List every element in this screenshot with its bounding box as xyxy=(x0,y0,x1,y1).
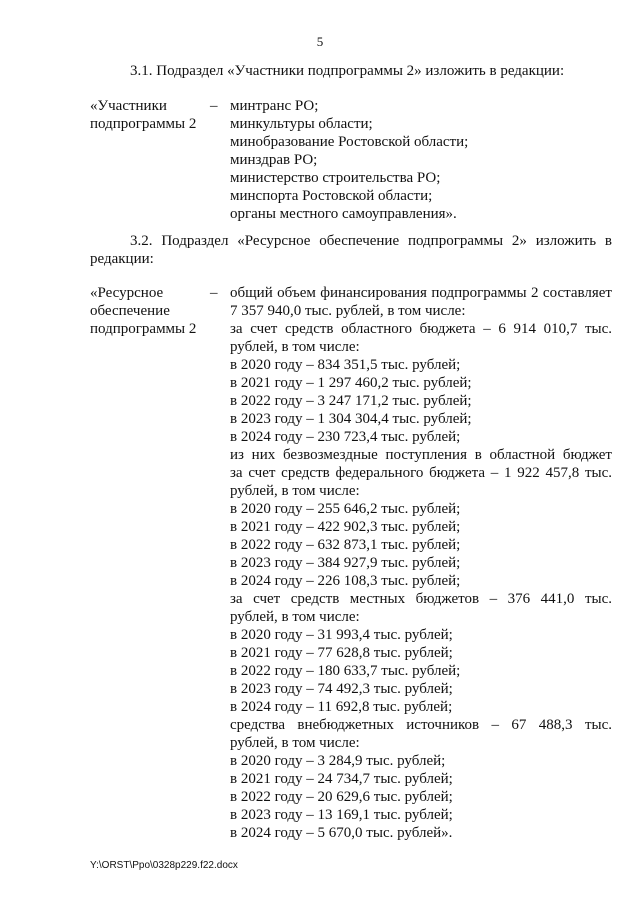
participants-dash: – xyxy=(210,98,218,114)
resource-line: из них безвозмездные поступления в областной бюджет xyxy=(230,447,612,463)
participant-item: минкультуры области; xyxy=(230,116,373,132)
resource-line: общий объем финансирования подпрограммы 2 составляет xyxy=(230,285,612,301)
participants-label xyxy=(90,97,210,133)
resource-line: в 2023 году – 74 492,3 тыс. рублей; xyxy=(230,681,453,697)
resource-line: в 2021 году – 1 297 460,2 тыс. рублей; xyxy=(230,375,472,391)
resource-line: в 2021 году – 77 628,8 тыс. рублей; xyxy=(230,645,453,661)
resource-line: в 2020 году – 3 284,9 тыс. рублей; xyxy=(230,753,446,769)
resource-line: в 2023 году – 1 304 304,4 тыс. рублей; xyxy=(230,411,472,427)
resource-line: в 2022 году – 180 633,7 тыс. рублей; xyxy=(230,663,461,679)
participant-item: минтранс РО; xyxy=(230,98,319,114)
resource-line: рублей, в том числе: xyxy=(230,609,360,625)
footer-file-path: Y:\ORST\Ppo\0328p229.f22.docx xyxy=(90,860,238,871)
paragraph-3-1: 3.1. Подраздел «Участники подпрограммы 2» изложить в редакции: xyxy=(130,63,565,79)
resources-list xyxy=(230,284,612,842)
participant-item: минспорта Ростовской области; xyxy=(230,188,433,204)
resource-line: средства внебюджетных источников – 67 488,3 тыс. xyxy=(230,717,612,733)
resources-label-line: обеспечение xyxy=(90,303,170,319)
resource-line: за счет средств федерального бюджета – 1 922 457,8 тыс. xyxy=(230,465,612,481)
resources-label-line: «Ресурсное xyxy=(90,285,164,301)
resource-line: рублей, в том числе: xyxy=(230,339,360,355)
resource-line: в 2020 году – 834 351,5 тыс. рублей; xyxy=(230,357,461,373)
resource-line: в 2020 году – 255 646,2 тыс. рублей; xyxy=(230,501,461,517)
resource-line: в 2020 году – 31 993,4 тыс. рублей; xyxy=(230,627,453,643)
resource-line: в 2024 году – 226 108,3 тыс. рублей; xyxy=(230,573,461,589)
resource-line: рублей, в том числе: xyxy=(230,483,360,499)
resource-line: рублей, в том числе: xyxy=(230,735,360,751)
resource-line: в 2024 году – 11 692,8 тыс. рублей; xyxy=(230,699,453,715)
page-number: 5 xyxy=(316,34,324,49)
resource-line: в 2022 году – 3 247 171,2 тыс. рублей; xyxy=(230,393,472,409)
resource-line: в 2022 году – 20 629,6 тыс. рублей; xyxy=(230,789,453,805)
paragraph-3-2: 3.2. Подраздел «Ресурсное обеспечение подпрограммы 2» изложить в редакции: xyxy=(90,233,612,267)
resource-line: за счет средств местных бюджетов – 376 441,0 тыс. xyxy=(230,591,612,607)
participants-list xyxy=(230,97,612,223)
resource-line: в 2024 году – 230 723,4 тыс. рублей; xyxy=(230,429,461,445)
resource-line: в 2022 году – 632 873,1 тыс. рублей; xyxy=(230,537,461,553)
resource-line: в 2021 году – 24 734,7 тыс. рублей; xyxy=(230,771,453,787)
resource-line: в 2024 году – 5 670,0 тыс. рублей». xyxy=(230,825,453,841)
resources-dash: – xyxy=(210,285,218,301)
resource-line: в 2021 году – 422 902,3 тыс. рублей; xyxy=(230,519,461,535)
participant-item: минздрав РО; xyxy=(230,152,318,168)
participants-label-line: «Участники xyxy=(90,98,167,114)
participant-item: органы местного самоуправления». xyxy=(230,206,457,222)
participant-item: министерство строительства РО; xyxy=(230,170,441,186)
resource-line: в 2023 году – 384 927,9 тыс. рублей; xyxy=(230,555,461,571)
resources-label xyxy=(90,284,210,338)
resource-line: за счет средств областного бюджета – 6 914 010,7 тыс. xyxy=(230,321,612,337)
resource-line: 7 357 940,0 тыс. рублей, в том числе: xyxy=(230,303,466,319)
resources-label-line: подпрограммы 2 xyxy=(90,321,197,337)
resource-line: в 2023 году – 13 169,1 тыс. рублей; xyxy=(230,807,453,823)
participants-label-line: подпрограммы 2 xyxy=(90,116,197,132)
participant-item: минобразование Ростовской области; xyxy=(230,134,469,150)
